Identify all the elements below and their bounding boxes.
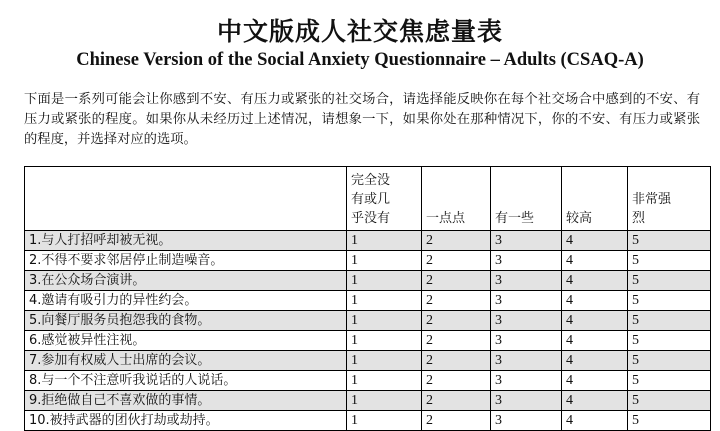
rating-option-3[interactable]: 3 — [491, 231, 562, 251]
rating-option-3[interactable]: 3 — [491, 251, 562, 271]
rating-option-4[interactable]: 4 — [562, 331, 628, 351]
rating-option-5[interactable]: 5 — [628, 371, 711, 391]
rating-option-1[interactable]: 1 — [347, 351, 422, 371]
header-high: 较高 — [562, 167, 628, 231]
header-very-strong: 非常强 烈 — [628, 167, 711, 231]
rating-option-1[interactable]: 1 — [347, 231, 422, 251]
rating-option-5[interactable]: 5 — [628, 331, 711, 351]
question-text: 1.与人打招呼却被无视。 — [25, 231, 347, 251]
rating-option-4[interactable]: 4 — [562, 371, 628, 391]
rating-option-2[interactable]: 2 — [422, 411, 491, 431]
question-text: 7.参加有权威人士出席的会议。 — [25, 351, 347, 371]
table-header-row — [25, 167, 711, 231]
rating-option-5[interactable]: 5 — [628, 231, 711, 251]
rating-option-5[interactable]: 5 — [628, 411, 711, 431]
rating-option-2[interactable]: 2 — [422, 391, 491, 411]
rating-option-3[interactable]: 3 — [491, 371, 562, 391]
rating-option-2[interactable]: 2 — [422, 271, 491, 291]
rating-option-1[interactable]: 1 — [347, 411, 422, 431]
question-text: 10.被持武器的团伙打劫或劫持。 — [25, 411, 347, 431]
rating-option-3[interactable]: 3 — [491, 331, 562, 351]
rating-option-5[interactable]: 5 — [628, 291, 711, 311]
rating-option-3[interactable]: 3 — [491, 311, 562, 331]
rating-option-4[interactable]: 4 — [562, 231, 628, 251]
rating-option-3[interactable]: 3 — [491, 391, 562, 411]
rating-option-2[interactable]: 2 — [422, 311, 491, 331]
rating-option-2[interactable]: 2 — [422, 351, 491, 371]
rating-option-2[interactable]: 2 — [422, 251, 491, 271]
rating-option-3[interactable]: 3 — [491, 291, 562, 311]
page-title-english: Chinese Version of the Social Anxiety Questionnaire – Adults (CSAQ-A) — [76, 50, 644, 70]
rating-option-3[interactable]: 3 — [491, 411, 562, 431]
rating-option-4[interactable]: 4 — [562, 311, 628, 331]
table-row — [25, 251, 711, 271]
rating-option-1[interactable]: 1 — [347, 311, 422, 331]
rating-option-3[interactable]: 3 — [491, 351, 562, 371]
rating-option-5[interactable]: 5 — [628, 351, 711, 371]
rating-option-1[interactable]: 1 — [347, 251, 422, 271]
rating-option-5[interactable]: 5 — [628, 311, 711, 331]
rating-option-1[interactable]: 1 — [347, 271, 422, 291]
question-text: 8.与一个不注意听我说话的人说话。 — [25, 371, 347, 391]
table-row — [25, 311, 711, 331]
rating-option-5[interactable]: 5 — [628, 391, 711, 411]
rating-option-5[interactable]: 5 — [628, 271, 711, 291]
header-some: 有一些 — [491, 167, 562, 231]
instructions-paragraph: 下面是一系列可能会让你感到不安、有压力或紧张的社交场合，请选择能反映你在每个社交场合中感到的不安、有压力或紧张的程度。如果你从未经历过上述情况，请想象一下，如果你处在那种情况下，你的不安、有压力或紧张的程度，并选择对应的选项。 — [24, 92, 700, 147]
question-text: 2.不得不要求邻居停止制造噪音。 — [25, 251, 347, 271]
rating-option-1[interactable]: 1 — [347, 371, 422, 391]
header-a-little: 一点点 — [422, 167, 491, 231]
rating-option-2[interactable]: 2 — [422, 291, 491, 311]
table-row — [25, 351, 711, 371]
rating-option-4[interactable]: 4 — [562, 411, 628, 431]
rating-option-2[interactable]: 2 — [422, 371, 491, 391]
table-row — [25, 411, 711, 431]
rating-option-1[interactable]: 1 — [347, 331, 422, 351]
rating-option-4[interactable]: 4 — [562, 351, 628, 371]
page-title-chinese: 中文版成人社交焦虑量表 — [216, 17, 503, 46]
header-item — [25, 167, 347, 231]
rating-option-4[interactable]: 4 — [562, 271, 628, 291]
rating-option-2[interactable]: 2 — [422, 331, 491, 351]
question-text: 5.向餐厅服务员抱怨我的食物。 — [25, 311, 347, 331]
rating-option-1[interactable]: 1 — [347, 291, 422, 311]
question-text: 6.感觉被异性注视。 — [25, 331, 347, 351]
rating-option-5[interactable]: 5 — [628, 251, 711, 271]
rating-option-4[interactable]: 4 — [562, 391, 628, 411]
question-text: 4.邀请有吸引力的异性约会。 — [25, 291, 347, 311]
table-row — [25, 231, 711, 251]
rating-option-1[interactable]: 1 — [347, 391, 422, 411]
table-row — [25, 291, 711, 311]
question-text: 3.在公众场合演讲。 — [25, 271, 347, 291]
rating-option-4[interactable]: 4 — [562, 291, 628, 311]
rating-option-4[interactable]: 4 — [562, 251, 628, 271]
table-row — [25, 271, 711, 291]
questionnaire-table — [24, 166, 711, 431]
table-row — [25, 391, 711, 411]
table-row — [25, 371, 711, 391]
question-text: 9.拒绝做自己不喜欢做的事情。 — [25, 391, 347, 411]
header-none: 完全没 有或几 乎没有 — [347, 167, 422, 231]
rating-option-2[interactable]: 2 — [422, 231, 491, 251]
rating-option-3[interactable]: 3 — [491, 271, 562, 291]
table-row — [25, 331, 711, 351]
